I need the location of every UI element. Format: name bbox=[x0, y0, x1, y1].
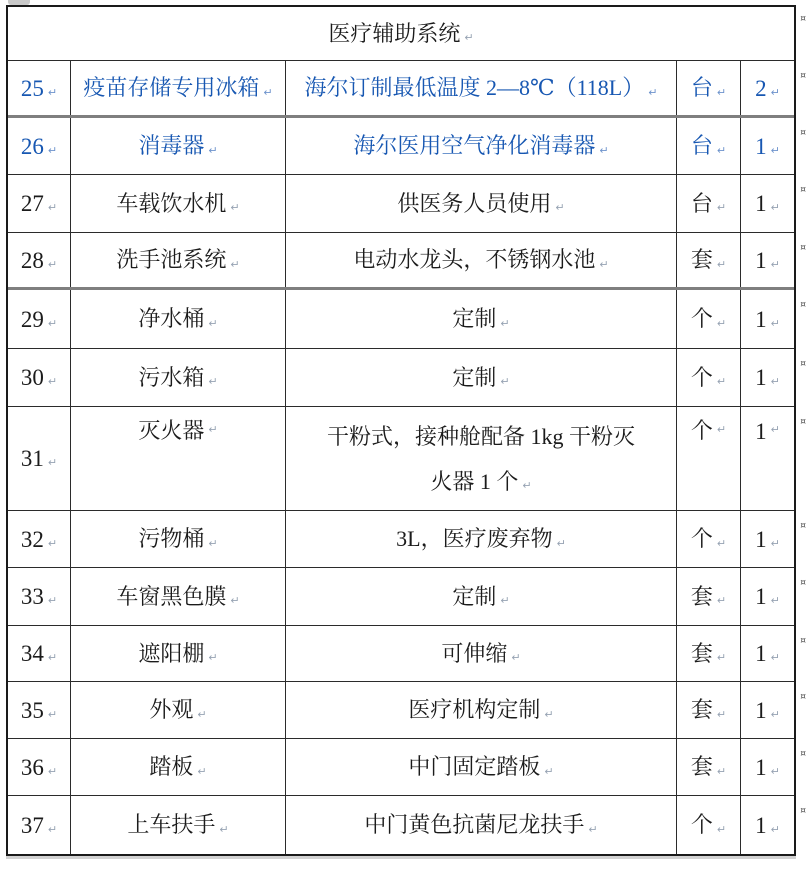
cell-end-mark-icon: ↵ bbox=[770, 764, 780, 778]
table-row bbox=[8, 61, 806, 118]
row-end-mark-icon: ¤ bbox=[800, 128, 806, 138]
cell-end-mark-icon: ↵ bbox=[716, 201, 727, 214]
cell-end-mark-icon: ↵ bbox=[716, 375, 727, 388]
section-header-row bbox=[8, 7, 806, 61]
table-row bbox=[8, 511, 806, 568]
table-row bbox=[8, 175, 806, 233]
qty-cell bbox=[741, 568, 794, 625]
cell-end-mark-icon: ↵ bbox=[500, 375, 510, 388]
cell-end-mark-icon: ↵ bbox=[47, 707, 58, 721]
cell-end-mark-icon: ↵ bbox=[770, 594, 780, 607]
cell-end-mark-icon: ↵ bbox=[47, 822, 58, 836]
item-name-cell bbox=[71, 233, 286, 287]
row-no-cell bbox=[8, 568, 71, 625]
cell-end-mark-icon: ↵ bbox=[556, 536, 566, 550]
item-desc-cell bbox=[286, 739, 677, 795]
cell-end-mark-icon: ↵ bbox=[208, 423, 218, 436]
item-name: 污物桶 bbox=[138, 526, 205, 551]
qty-cell bbox=[741, 290, 794, 348]
cell-end-mark-icon: ↵ bbox=[230, 594, 240, 607]
table-row bbox=[8, 796, 806, 854]
item-name: 车载饮水机 bbox=[116, 190, 227, 216]
row-no: 28 bbox=[20, 247, 44, 273]
section-header-cell bbox=[8, 7, 794, 60]
cell-end-mark-icon: ↵ bbox=[197, 707, 207, 721]
unit-cell bbox=[677, 349, 741, 406]
cell-end-mark-icon: ↵ bbox=[716, 257, 727, 271]
cell-end-mark-icon: ↵ bbox=[47, 143, 58, 157]
cell-end-mark-icon: ↵ bbox=[197, 764, 207, 778]
item-desc: 火器 1 个 bbox=[430, 468, 519, 494]
item-name: 外观 bbox=[149, 697, 194, 722]
table-row bbox=[8, 233, 806, 290]
cell-end-mark-icon: ↵ bbox=[230, 257, 240, 271]
row-no-cell bbox=[8, 796, 71, 854]
cell-end-mark-icon: ↵ bbox=[47, 201, 58, 214]
unit-cell bbox=[677, 61, 741, 115]
qty: 1 bbox=[755, 191, 767, 216]
item-desc: 海尔医用空气净化消毒器 bbox=[353, 133, 596, 158]
unit: 个 bbox=[690, 418, 713, 443]
item-name: 污水箱 bbox=[138, 364, 205, 390]
unit: 套 bbox=[690, 754, 713, 779]
item-desc: 海尔订制最低温度 2—8℃（118L） bbox=[304, 75, 645, 100]
qty-cell bbox=[741, 61, 794, 115]
cell-end-mark-icon: ↵ bbox=[716, 85, 727, 99]
item-name: 上车扶手 bbox=[127, 812, 216, 837]
qty: 1 bbox=[755, 697, 767, 723]
item-name-cell bbox=[71, 290, 286, 348]
qty-cell bbox=[741, 407, 794, 510]
cell-end-mark-icon: ↵ bbox=[588, 822, 598, 836]
item-desc-cell bbox=[286, 682, 677, 738]
row-no-cell bbox=[8, 290, 71, 348]
cell-end-mark-icon: ↵ bbox=[208, 143, 218, 157]
table-row bbox=[8, 407, 806, 511]
qty-cell bbox=[741, 626, 794, 681]
unit: 套 bbox=[690, 697, 713, 722]
cell-end-mark-icon: ↵ bbox=[47, 536, 58, 550]
table-row bbox=[8, 568, 806, 626]
cell-end-mark-icon: ↵ bbox=[599, 257, 609, 271]
row-end-mark-icon: ¤ bbox=[800, 417, 806, 427]
row-no: 32 bbox=[20, 526, 44, 552]
item-name: 消毒器 bbox=[138, 133, 205, 158]
unit: 个 bbox=[690, 812, 713, 837]
cell-end-mark-icon: ↵ bbox=[522, 478, 532, 492]
unit-cell bbox=[677, 796, 741, 854]
item-desc-cell bbox=[286, 796, 677, 854]
item-desc: 定制 bbox=[452, 306, 497, 331]
row-no: 26 bbox=[20, 133, 44, 159]
item-desc-cell bbox=[286, 568, 677, 625]
cell-end-mark-icon: ↵ bbox=[716, 822, 727, 836]
unit: 个 bbox=[690, 306, 713, 331]
cell-end-mark-icon: ↵ bbox=[47, 375, 58, 388]
item-name-cell bbox=[71, 118, 286, 174]
cell-end-mark-icon: ↵ bbox=[511, 651, 521, 664]
item-desc-cell bbox=[286, 175, 677, 232]
cell-end-mark-icon: ↵ bbox=[208, 375, 218, 388]
qty: 1 bbox=[755, 641, 767, 666]
cell-end-mark-icon: ↵ bbox=[770, 143, 780, 157]
cell-end-mark-icon: ↵ bbox=[544, 764, 554, 778]
row-end-mark-icon: ¤ bbox=[800, 578, 806, 588]
qty: 1 bbox=[755, 365, 767, 390]
unit: 台 bbox=[690, 190, 713, 216]
row-no: 27 bbox=[20, 191, 44, 216]
row-end-mark-icon: ¤ bbox=[800, 521, 806, 531]
row-end-mark-icon: ¤ bbox=[800, 185, 806, 195]
cell-end-mark-icon: ↵ bbox=[770, 536, 780, 550]
qty: 1 bbox=[755, 584, 767, 609]
row-end-mark-icon: ¤ bbox=[800, 14, 806, 24]
item-name-cell bbox=[71, 626, 286, 681]
row-no: 35 bbox=[20, 697, 44, 723]
item-name: 净水桶 bbox=[138, 306, 205, 331]
qty-cell bbox=[741, 682, 794, 738]
item-desc: 3L，医疗废弃物 bbox=[396, 526, 553, 551]
table-row bbox=[8, 118, 806, 175]
row-no: 33 bbox=[20, 584, 44, 609]
qty: 1 bbox=[755, 133, 767, 159]
cell-end-mark-icon: ↵ bbox=[770, 257, 780, 271]
cell-end-mark-icon: ↵ bbox=[47, 594, 58, 607]
unit-cell bbox=[677, 175, 741, 232]
item-name: 车窗黑色膜 bbox=[116, 583, 227, 609]
cell-end-mark-icon: ↵ bbox=[208, 651, 218, 664]
row-end-mark-icon: ¤ bbox=[800, 636, 806, 646]
unit-cell bbox=[677, 682, 741, 738]
row-no: 37 bbox=[20, 812, 44, 838]
item-name: 灭火器 bbox=[138, 418, 205, 443]
table-row bbox=[8, 739, 806, 796]
item-desc-cell bbox=[286, 233, 677, 287]
qty: 1 bbox=[755, 812, 767, 838]
row-no-cell bbox=[8, 739, 71, 795]
item-name-cell bbox=[71, 568, 286, 625]
cell-end-mark-icon: ↵ bbox=[47, 257, 58, 271]
cell-end-mark-icon: ↵ bbox=[716, 707, 727, 721]
unit-cell bbox=[677, 118, 741, 174]
cell-end-mark-icon: ↵ bbox=[47, 316, 58, 330]
row-no-cell bbox=[8, 61, 71, 115]
item-desc-cell bbox=[286, 118, 677, 174]
qty-cell bbox=[741, 511, 794, 567]
unit: 套 bbox=[690, 583, 713, 609]
unit: 台 bbox=[690, 133, 713, 158]
table-row bbox=[8, 290, 806, 349]
cell-end-mark-icon: ↵ bbox=[770, 201, 780, 214]
row-no: 31 bbox=[20, 446, 44, 471]
row-end-mark-icon: ¤ bbox=[800, 71, 806, 81]
item-name-cell bbox=[71, 511, 286, 567]
item-desc: 供医务人员使用 bbox=[397, 190, 552, 216]
row-no: 34 bbox=[20, 641, 44, 666]
cell-end-mark-icon: ↵ bbox=[716, 651, 727, 664]
cell-end-mark-icon: ↵ bbox=[770, 85, 780, 99]
qty: 1 bbox=[755, 419, 767, 444]
row-end-mark-icon: ¤ bbox=[800, 243, 806, 253]
cell-end-mark-icon: ↵ bbox=[208, 316, 218, 330]
cell-end-mark-icon: ↵ bbox=[716, 764, 727, 778]
qty: 1 bbox=[755, 754, 767, 780]
table-row bbox=[8, 626, 806, 682]
cell-end-mark-icon: ↵ bbox=[716, 536, 727, 550]
item-desc-cell bbox=[286, 61, 677, 115]
unit: 个 bbox=[690, 526, 713, 551]
cell-end-mark-icon: ↵ bbox=[770, 316, 780, 330]
item-name: 疫苗存储专用冰箱 bbox=[83, 75, 260, 100]
qty-cell bbox=[741, 175, 794, 232]
unit-cell bbox=[677, 511, 741, 567]
row-no-cell bbox=[8, 626, 71, 681]
unit: 个 bbox=[690, 364, 713, 390]
cell-end-mark-icon: ↵ bbox=[47, 456, 58, 469]
item-desc-cell bbox=[286, 511, 677, 567]
item-name: 遮阳棚 bbox=[138, 640, 205, 666]
row-end-mark-icon: ¤ bbox=[800, 359, 806, 369]
row-no-cell bbox=[8, 407, 71, 510]
cell-end-mark-icon: ↵ bbox=[219, 822, 229, 836]
table-row bbox=[8, 682, 806, 739]
item-desc-line: 干粉式，接种舱配备 1kg 干粉灭 bbox=[326, 423, 635, 449]
item-desc: 可伸缩 bbox=[441, 640, 508, 666]
row-no-cell bbox=[8, 233, 71, 287]
row-no-cell bbox=[8, 511, 71, 567]
item-name-cell bbox=[71, 407, 286, 510]
row-no-cell bbox=[8, 682, 71, 738]
cell-end-mark-icon: ↵ bbox=[770, 423, 780, 436]
item-desc-cell bbox=[286, 407, 677, 510]
cell-end-mark-icon: ↵ bbox=[716, 423, 727, 436]
qty-cell bbox=[741, 349, 794, 406]
item-desc-cell bbox=[286, 626, 677, 681]
cell-end-mark-icon: ↵ bbox=[770, 375, 780, 388]
item-desc: 定制 bbox=[452, 583, 497, 609]
row-no: 30 bbox=[20, 365, 44, 390]
item-name-cell bbox=[71, 349, 286, 406]
cell-end-mark-icon: ↵ bbox=[770, 822, 780, 836]
item-desc: 中门黄色抗菌尼龙扶手 bbox=[364, 812, 585, 837]
row-no: 29 bbox=[20, 306, 44, 332]
cell-end-mark-icon: ↵ bbox=[263, 85, 273, 99]
cell-end-mark-icon: ↵ bbox=[716, 594, 727, 607]
cell-end-mark-icon: ↵ bbox=[208, 536, 218, 550]
item-desc: 中门固定踏板 bbox=[408, 754, 541, 779]
unit-cell bbox=[677, 568, 741, 625]
cell-end-mark-icon: ↵ bbox=[47, 85, 58, 99]
cell-end-mark-icon: ↵ bbox=[716, 316, 727, 330]
item-desc-line bbox=[430, 459, 531, 504]
row-end-mark-icon: ¤ bbox=[800, 692, 806, 702]
unit-cell bbox=[677, 626, 741, 681]
qty-cell bbox=[741, 739, 794, 795]
item-desc: 医疗机构定制 bbox=[408, 697, 541, 722]
unit-cell bbox=[677, 739, 741, 795]
cell-end-mark-icon: ↵ bbox=[716, 143, 727, 157]
item-desc-cell bbox=[286, 349, 677, 406]
item-name-cell bbox=[71, 796, 286, 854]
row-end-mark-icon: ¤ bbox=[800, 300, 806, 310]
item-desc-cell bbox=[286, 290, 677, 348]
unit-cell bbox=[677, 233, 741, 287]
item-name: 洗手池系统 bbox=[116, 247, 227, 272]
cell-end-mark-icon: ↵ bbox=[555, 201, 565, 214]
item-name-cell bbox=[71, 61, 286, 115]
qty-cell bbox=[741, 233, 794, 287]
cell-end-mark-icon: ↵ bbox=[47, 651, 58, 664]
row-no-cell bbox=[8, 175, 71, 232]
unit: 套 bbox=[690, 640, 713, 666]
row-no-cell bbox=[8, 349, 71, 406]
cell-end-mark-icon: ↵ bbox=[464, 31, 474, 44]
qty: 1 bbox=[755, 247, 767, 273]
cell-end-mark-icon: ↵ bbox=[770, 707, 780, 721]
cell-end-mark-icon: ↵ bbox=[47, 764, 58, 778]
cell-end-mark-icon: ↵ bbox=[500, 316, 510, 330]
table-row bbox=[8, 349, 806, 407]
equipment-table bbox=[6, 5, 806, 856]
item-desc: 电动水龙头，不锈钢水池 bbox=[353, 247, 596, 272]
item-name-cell bbox=[71, 739, 286, 795]
cell-end-mark-icon: ↵ bbox=[230, 201, 240, 214]
cell-end-mark-icon: ↵ bbox=[770, 651, 780, 664]
qty: 1 bbox=[755, 526, 767, 552]
qty: 2 bbox=[755, 75, 767, 101]
cell-end-mark-icon: ↵ bbox=[648, 85, 658, 99]
qty-cell bbox=[741, 118, 794, 174]
unit: 套 bbox=[690, 247, 713, 272]
unit: 台 bbox=[690, 75, 713, 100]
row-no-cell bbox=[8, 118, 71, 174]
cell-end-mark-icon: ↵ bbox=[544, 707, 554, 721]
section-title: 医疗辅助系统 bbox=[328, 20, 461, 46]
item-name-cell bbox=[71, 175, 286, 232]
unit-cell bbox=[677, 290, 741, 348]
cell-end-mark-icon: ↵ bbox=[599, 143, 609, 157]
item-name-cell bbox=[71, 682, 286, 738]
item-name: 踏板 bbox=[149, 754, 194, 779]
row-end-mark-icon: ¤ bbox=[800, 806, 806, 816]
qty-cell bbox=[741, 796, 794, 854]
row-end-mark-icon: ¤ bbox=[800, 749, 806, 759]
row-no: 25 bbox=[20, 75, 44, 101]
qty: 1 bbox=[755, 306, 767, 332]
row-no: 36 bbox=[20, 754, 44, 780]
cell-end-mark-icon: ↵ bbox=[500, 594, 510, 607]
item-desc: 定制 bbox=[452, 364, 497, 390]
unit-cell bbox=[677, 407, 741, 510]
